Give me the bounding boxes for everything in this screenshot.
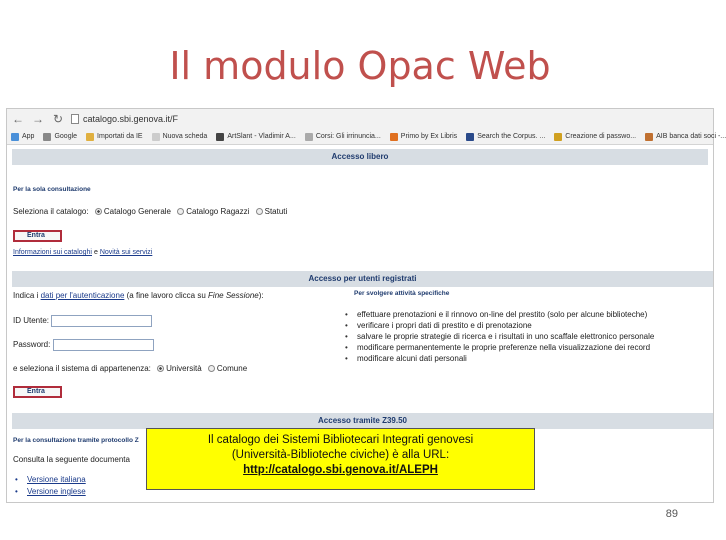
- option-statuti: Statuti: [264, 207, 288, 216]
- id-utente-input[interactable]: [51, 315, 152, 327]
- slide-title: Il modulo Opac Web: [169, 44, 551, 88]
- bookmark-item[interactable]: [305, 133, 381, 141]
- artslant-icon: [216, 133, 224, 141]
- auth-suffix-end: ):: [258, 291, 264, 300]
- corpus-icon: [466, 133, 474, 141]
- heading-sola-consultazione: Per la sola consultazione: [13, 186, 91, 193]
- option-catalogo-generale: Catalogo Generale: [103, 207, 171, 216]
- apps-grid-icon: [11, 133, 19, 141]
- page-icon: [152, 133, 160, 141]
- bookmark-item[interactable]: [554, 133, 636, 141]
- password-row: [13, 339, 154, 351]
- bookmark-label: Primo by Ex Libris: [400, 133, 458, 140]
- sistema-selector: [13, 364, 247, 373]
- catalog-select-label: Seleziona il catalogo:: [13, 207, 89, 216]
- radio-catalogo-generale[interactable]: [95, 208, 102, 215]
- callout-line-2: (Università-Biblioteche civiche) è alla URL:: [231, 449, 450, 461]
- entra-button-libero[interactable]: Entra: [13, 230, 62, 242]
- versione-inglese-link[interactable]: Versione inglese: [27, 487, 86, 496]
- folder-icon: [86, 133, 94, 141]
- bookmark-item[interactable]: [216, 133, 295, 141]
- band-z3950: Accesso tramite Z39.50: [12, 413, 713, 429]
- catalog-selector: [13, 207, 287, 216]
- bookmark-label: Google: [54, 133, 78, 140]
- bookmark-item[interactable]: [645, 133, 726, 141]
- bookmark-item[interactable]: [86, 133, 143, 141]
- option-comune: Comune: [216, 364, 248, 373]
- bookmark-label: App: [22, 133, 35, 140]
- page-number: 89: [665, 508, 678, 520]
- band-utenti-registrati: Accesso per utenti registrati: [12, 271, 713, 287]
- bookmark-label: Search the Corpus. ...: [477, 133, 546, 140]
- back-arrow-icon[interactable]: ←: [12, 112, 24, 126]
- callout-line-1: Il catalogo dei Sistemi Bibliotecari Integrati genovesi: [207, 434, 474, 446]
- versione-italiana-link[interactable]: Versione italiana: [27, 475, 86, 484]
- bookmark-item[interactable]: [390, 133, 457, 141]
- z3950-links: [13, 474, 86, 498]
- id-utente-label: ID Utente:: [13, 316, 50, 326]
- lock-icon: [554, 133, 562, 141]
- bookmarks-bar: [7, 129, 726, 145]
- auth-data-link[interactable]: dati per l'autenticazione: [40, 291, 125, 300]
- heading-z3950: Per la consultazione tramite protocollo Z: [13, 437, 139, 444]
- primo-icon: [390, 133, 398, 141]
- password-label: Password:: [13, 340, 51, 350]
- radio-catalogo-ragazzi[interactable]: [177, 208, 184, 215]
- activity-item: • effettuare prenotazioni e il rinnovo on-line del prestito (solo per alcune biblioteche): [343, 309, 654, 320]
- url-callout: [146, 428, 535, 490]
- bookmark-item[interactable]: [43, 133, 77, 141]
- auth-suffix: (a fine lavoro clicca su: [126, 291, 206, 300]
- browser-toolbar: [7, 109, 713, 129]
- callout-url-link[interactable]: http://catalogo.sbi.genova.it/ALEPH: [243, 464, 438, 476]
- radio-comune[interactable]: [208, 365, 215, 372]
- info-links: [13, 249, 152, 256]
- address-url: catalogo.sbi.genova.it/F: [83, 114, 179, 124]
- page-icon: [71, 114, 79, 124]
- band-accesso-libero: Accesso libero: [12, 149, 708, 165]
- bookmark-label: Corsi: Gli irrinuncia...: [315, 133, 381, 140]
- sistema-label: e seleziona il sistema di appartenenza:: [13, 364, 151, 373]
- reload-icon[interactable]: ↻: [52, 112, 64, 126]
- heading-attivita: Per svolgere attività specifiche: [354, 290, 450, 297]
- fine-sessione-text: Fine Sessione: [208, 291, 259, 300]
- auth-prefix: Indica i: [13, 291, 39, 300]
- bookmark-item[interactable]: [466, 133, 545, 141]
- password-input[interactable]: [53, 339, 154, 351]
- option-universita: Università: [166, 364, 202, 373]
- radio-universita[interactable]: [157, 365, 164, 372]
- activity-item: • modificare alcuni dati personali: [343, 353, 654, 364]
- address-bar[interactable]: [71, 111, 178, 127]
- activity-item: • salvare le proprie strategie di ricerca e i risultati in uno scaffale elettronico personale: [343, 331, 654, 342]
- bookmark-label: Nuova scheda: [162, 133, 208, 140]
- bookmark-item[interactable]: [152, 133, 208, 141]
- auth-instructions: [13, 291, 264, 300]
- ring-icon: [305, 133, 313, 141]
- forward-arrow-icon[interactable]: →: [32, 112, 44, 126]
- entra-button-registrati[interactable]: Entra: [13, 386, 62, 398]
- grid-icon: [645, 133, 653, 141]
- bookmark-label: Creazione di passwo...: [565, 133, 637, 140]
- activity-item: • verificare i propri dati di prestito e di prenotazione: [343, 320, 654, 331]
- bookmark-item[interactable]: [11, 133, 34, 141]
- radio-statuti[interactable]: [256, 208, 263, 215]
- activities-list: [343, 309, 654, 364]
- id-utente-row: [13, 315, 152, 327]
- bookmark-label: ArtSlant - Vladimir A...: [227, 133, 296, 140]
- novita-servizi-link[interactable]: Novità sui servizi: [99, 249, 153, 256]
- option-catalogo-ragazzi: Catalogo Ragazzi: [186, 207, 250, 216]
- info-conjunction: e: [93, 249, 98, 256]
- info-cataloghi-link[interactable]: Informazioni sui cataloghi: [13, 249, 92, 256]
- activity-item: • modificare permanentemente le proprie preferenze nella visualizzazione dei record: [343, 342, 654, 353]
- z3950-consulta: Consulta la seguente documenta: [13, 455, 130, 464]
- bookmark-label: AIB banca dati soci -...: [656, 133, 726, 140]
- bookmark-label: Importati da IE: [97, 133, 143, 140]
- google-icon: [43, 133, 51, 141]
